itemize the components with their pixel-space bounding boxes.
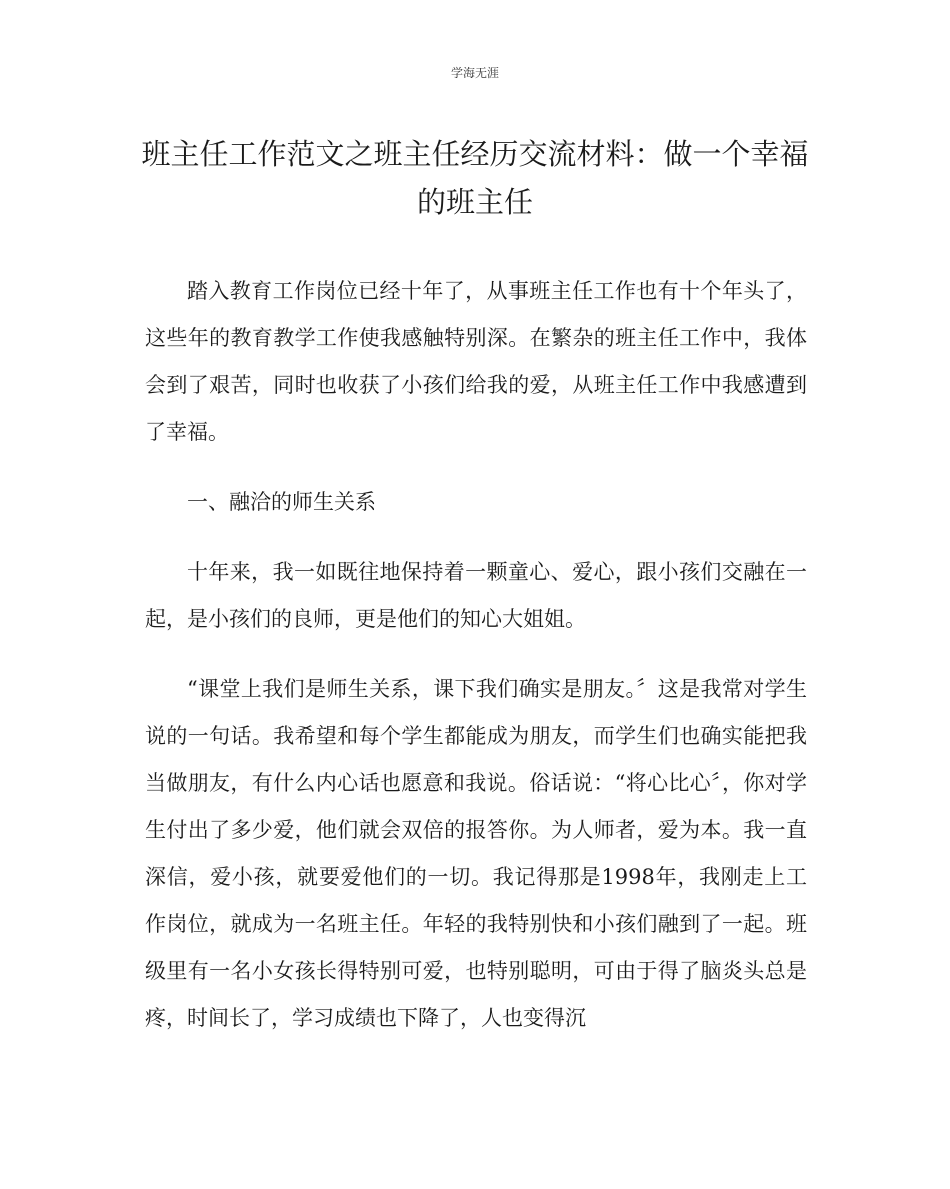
section-heading: 一、融洽的师生关系 [187,490,376,514]
page-header: 学海无涯 [450,66,499,80]
paragraph-intro: 踏入教育工作岗位已经十年了，从事班主任工作也有十个年头了，这些年的教育教学工作使我感触特别深。在繁杂的班主任工作中，我体会到了艰苦，同时也收获了小孩们给我的爱，从班主任工作中我感遭到了幸福。 [145,279,807,444]
document-title: 班主任工作范文之班主任经历交流材料：做一个幸福的班主任 [141,137,809,219]
paragraph-section-intro: 十年来，我一如既往地保持着一颗童心、爱心，跟小孩们交融在一起，是小孩们的良师，更是他们的知心大姐姐。 [145,560,807,631]
document-body [145,268,807,1042]
paragraph-story: “课堂上我们是师生关系，课下我们确实是朋友。〞这是我常对学生说的一句话。我希望和每个学生都能成为朋友，而学生们也确实能把我当做朋友，有什么内心话也愿意和我说。俗话说：“将心比心〞，你对学生付出了多少爱，他们就会双倍的报答你。为人师者，爱为本。我一直深信，爱小孩，就要爱他们的一切。我记得那是1998年，我刚走上工作岗位，就成为一名班主任。年轻的我特别快和小孩们融到了一起。班级里有一名小女孩长得特别可爱，也特别聪明，可由于得了脑炎头总是疼，时间长了，学习成绩也下降了，人也变得沉 [145,677,807,1030]
